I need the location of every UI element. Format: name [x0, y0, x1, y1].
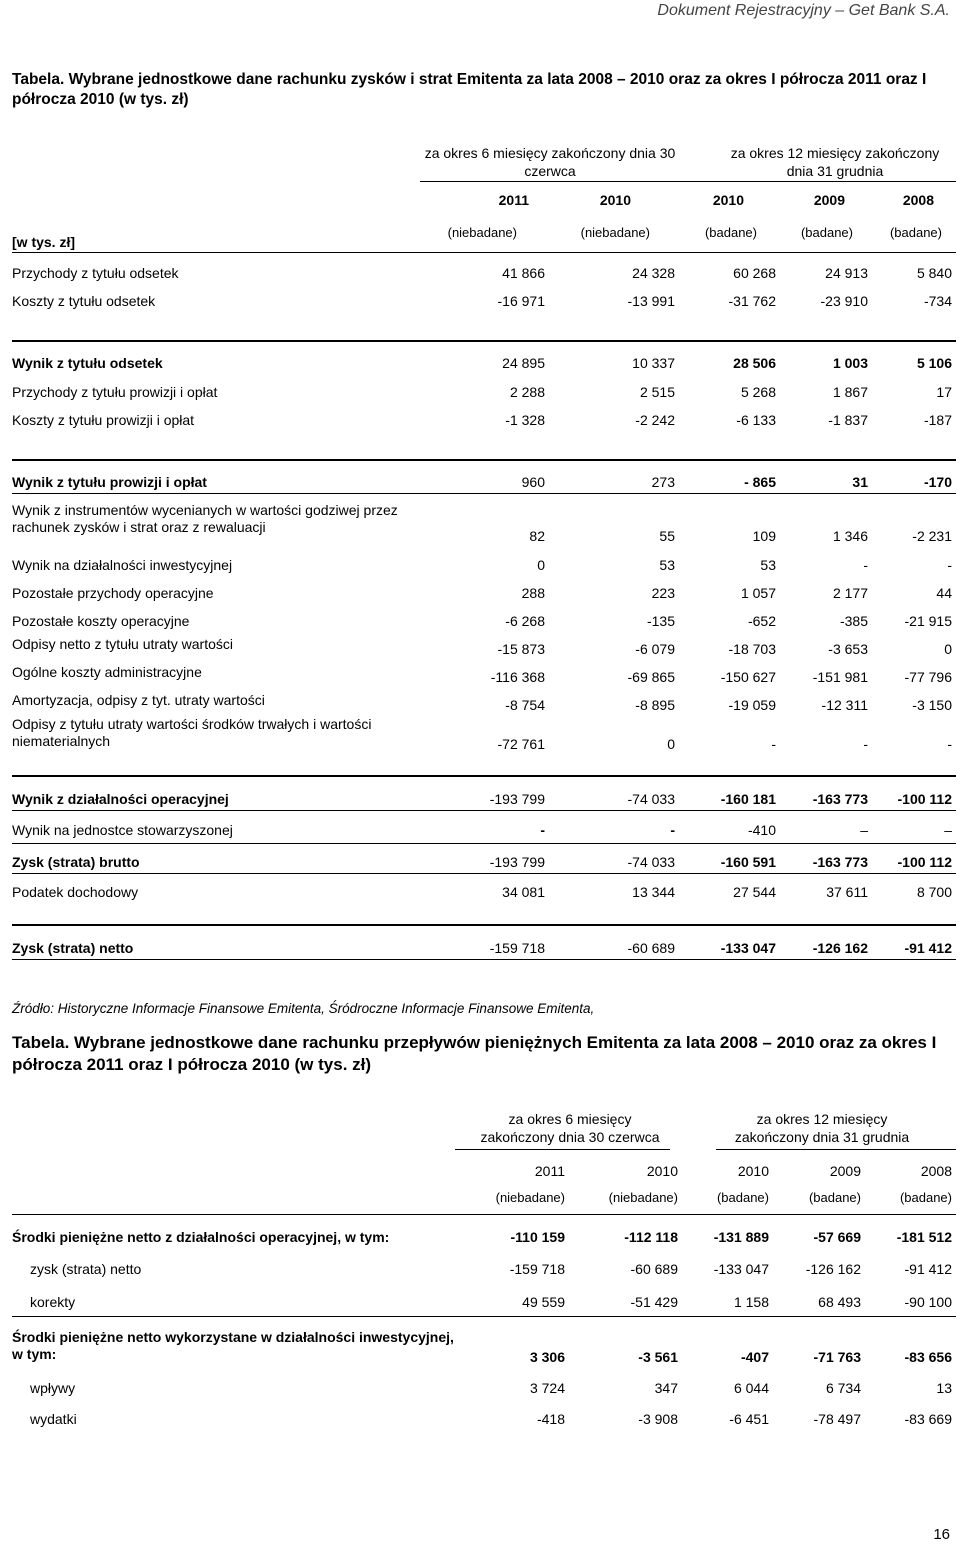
table1-row-label: Pozostałe przychody operacyjne — [12, 585, 214, 601]
table2-group-rule-half — [455, 1149, 670, 1150]
table1-row-label: Przychody z tytułu odsetek — [12, 265, 179, 281]
table1-group-rule — [420, 181, 956, 182]
table1-group-half: za okres 6 miesięcy zakończony dnia 30 czerwca — [424, 145, 676, 179]
page-number: 16 — [933, 1526, 950, 1543]
table1-cell: -652 — [747, 613, 776, 629]
table1-subtotal-rule — [12, 459, 956, 461]
table2-cell: -407 — [740, 1349, 769, 1365]
table1-cell: 0 — [537, 557, 545, 573]
table2-cell: -60 689 — [630, 1261, 678, 1277]
table2-cell: -110 159 — [510, 1229, 565, 1245]
table1-cell: -385 — [839, 613, 868, 629]
table2-sub-1: (niebadane) — [608, 1190, 678, 1205]
table1-cell: -3 150 — [912, 697, 952, 713]
table1-row-rule — [12, 493, 956, 494]
table2-cell: -6 451 — [729, 1411, 769, 1427]
table1-cell: - — [863, 557, 868, 573]
table1-cell: 5 106 — [916, 355, 952, 371]
table1-row-label: Odpisy z tytułu utraty wartości środków trwałych i wartości niematerialnych — [12, 716, 372, 749]
table1-sub-2: (badane) — [704, 225, 757, 240]
table1-cell: -91 412 — [904, 940, 952, 956]
table1-cell: -3 653 — [828, 641, 868, 657]
table1-cell: 10 337 — [632, 355, 675, 371]
table1-cell: 55 — [659, 528, 675, 544]
table1-cell: 31 — [852, 474, 868, 490]
table1-cell: -19 059 — [728, 697, 776, 713]
table2-cell: -181 512 — [896, 1229, 952, 1245]
table1-cell: 28 506 — [733, 355, 776, 371]
table1-cell: 1 057 — [740, 585, 776, 601]
table2-cell: 3 306 — [529, 1349, 565, 1365]
table1-cell: 53 — [659, 557, 675, 573]
table1-sub-4: (badane) — [889, 225, 942, 240]
table1-cell: 27 544 — [733, 884, 776, 900]
table2-group-year: za okres 12 miesięcy zakończony dnia 31 grudnia — [734, 1111, 910, 1145]
table1-sub-1: (niebadane) — [580, 225, 650, 240]
table1-cell: -410 — [747, 822, 776, 838]
table1-cell: -13 991 — [627, 293, 675, 309]
table1-cell: -6 079 — [635, 641, 675, 657]
table1-cell: -60 689 — [627, 940, 675, 956]
table1-cell: -100 112 — [897, 791, 952, 807]
table1-cell: -31 762 — [728, 293, 776, 309]
table1-cell: -151 981 — [812, 669, 868, 685]
table1-cell: -23 910 — [820, 293, 868, 309]
table2-cell: 49 559 — [522, 1294, 565, 1310]
table2-cell: -91 412 — [904, 1261, 952, 1277]
table1-row-label: Wynik z działalności operacyjnej — [12, 791, 229, 807]
table2-cell: -133 047 — [713, 1261, 769, 1277]
table1-cell: -69 865 — [627, 669, 675, 685]
table1-cell: -160 181 — [720, 791, 776, 807]
table2-cell: -90 100 — [904, 1294, 952, 1310]
table1-row-label: Wynik z instrumentów wycenianych w wartości godziwej przez rachunek zysków i strat oraz z rewaluacji — [12, 502, 398, 535]
table1-col-2009: 2009 — [813, 192, 845, 208]
table2-cell: -131 889 — [713, 1229, 769, 1245]
table2-cell: 6 734 — [825, 1380, 861, 1396]
table1-row-label: Wynik z tytułu odsetek — [12, 355, 163, 371]
table1-cell: -159 718 — [489, 940, 545, 956]
table1-cell: 8 700 — [916, 884, 952, 900]
table2-sub-2: (badane) — [716, 1190, 769, 1205]
table2-group-rule-year — [716, 1149, 956, 1150]
table2-group-half: za okres 6 miesięcy zakończony dnia 30 czerwca — [480, 1111, 660, 1145]
table2-cell: -71 763 — [813, 1349, 861, 1365]
table1-cell: -74 033 — [627, 791, 675, 807]
table2-cell: 1 158 — [733, 1294, 769, 1310]
table2-row-label: zysk (strata) netto — [30, 1261, 142, 1277]
table1-cell: - 865 — [744, 474, 776, 490]
table1-row-rule — [12, 843, 956, 844]
table1-cell: -15 873 — [497, 641, 545, 657]
table1-col-2010: 2010 — [712, 192, 744, 208]
table1-cell: -1 837 — [828, 412, 868, 428]
table1-cell: 960 — [521, 474, 545, 490]
table2-cell: 6 044 — [733, 1380, 769, 1396]
table1-cell: -12 311 — [821, 697, 868, 713]
table1-col-2008: 2008 — [902, 192, 934, 208]
table1-row-label: Podatek dochodowy — [12, 884, 139, 900]
table1-cell: -150 627 — [720, 669, 776, 685]
table1-cell: 273 — [651, 474, 675, 490]
table2-row-label: wpływy — [30, 1380, 76, 1396]
table1-cell: - — [540, 822, 545, 838]
table1-cell: -77 796 — [904, 669, 952, 685]
table2-cell: -51 429 — [630, 1294, 678, 1310]
table1-cell: -8 754 — [505, 697, 545, 713]
table1-cell: -2 242 — [635, 412, 675, 428]
table1-col-2010h: 2010 — [599, 192, 631, 208]
table1-cell: - — [670, 822, 675, 838]
table1-cell: -163 773 — [812, 791, 868, 807]
table1-cell: -187 — [923, 412, 952, 428]
table1-cell: -74 033 — [627, 854, 675, 870]
table1-cell: 60 268 — [733, 265, 776, 281]
table1-row-label: Ogólne koszty administracyjne — [12, 664, 202, 680]
table2-col-2011: 2011 — [534, 1163, 565, 1179]
table1-cell: -160 591 — [720, 854, 776, 870]
table2-cell: -418 — [536, 1411, 565, 1427]
table1-cell: 37 611 — [826, 884, 868, 900]
table1-cell: 24 328 — [632, 265, 675, 281]
table1-row-label: Wynik na działalności inwestycyjnej — [12, 557, 233, 573]
table1-cell: 2 177 — [832, 585, 868, 601]
table2-row-label: Środki pieniężne netto wykorzystane w działalności inwestycyjnej, w tym: — [12, 1329, 454, 1362]
table2-row-label: Środki pieniężne netto z działalności operacyjnej, w tym: — [12, 1229, 390, 1245]
table1-row-label: Zysk (strata) netto — [12, 940, 134, 956]
table1-cell: 1 003 — [832, 355, 868, 371]
table1-cell: – — [944, 822, 952, 838]
table2-cell: -78 497 — [813, 1411, 861, 1427]
table2-col-2009: 2009 — [829, 1163, 861, 1179]
table1-unit-label: [w tys. zł] — [12, 234, 76, 250]
table2-cell: -159 718 — [509, 1261, 565, 1277]
table1-cell: -18 703 — [728, 641, 776, 657]
table1-subtotal-rule — [12, 924, 956, 926]
table1-cell: 2 515 — [639, 384, 675, 400]
table1-cell: 44 — [936, 585, 952, 601]
table1-row-rule — [12, 810, 956, 811]
table1-cell: 53 — [760, 557, 776, 573]
table2-cell: -57 669 — [813, 1229, 861, 1245]
table2-cell: -112 118 — [624, 1229, 678, 1245]
table1-cell: 34 081 — [502, 884, 545, 900]
table1-cell: -135 — [646, 613, 675, 629]
table1-row-rule — [12, 873, 956, 874]
table1-subtotal-rule — [12, 775, 956, 777]
table2-cell: 68 493 — [818, 1294, 861, 1310]
table2-sub-0: (niebadane) — [495, 1190, 565, 1205]
table2-sub-4: (badane) — [899, 1190, 952, 1205]
table1-subtotal-rule — [12, 340, 956, 342]
table2-col-2008: 2008 — [920, 1163, 952, 1179]
table1-row-label: Odpisy netto z tytułu utraty wartości — [12, 636, 233, 652]
table2-sub-3: (badane) — [808, 1190, 861, 1205]
table1-group-year: za okres 12 miesięcy zakończony dnia 31 grudnia — [730, 145, 940, 179]
table1-row-label: Wynik z tytułu prowizji i opłat — [12, 474, 207, 490]
table2-cell: -83 656 — [904, 1349, 952, 1365]
table1-source-note: Źródło: Historyczne Informacje Finansowe Emitenta, Śródroczne Informacje Finansowe Emitenta, — [12, 1001, 595, 1016]
table1-cell: 17 — [936, 384, 952, 400]
table1-cell: -16 971 — [497, 293, 545, 309]
table1-cell: -72 761 — [497, 736, 545, 752]
table2-row-label: korekty — [30, 1294, 76, 1310]
table1-cell: 41 866 — [502, 265, 545, 281]
table1-cell: -193 799 — [489, 854, 545, 870]
table1-row-label: Koszty z tytułu odsetek — [12, 293, 156, 309]
table1-caption: Tabela. Wybrane jednostkowe dane rachunku zysków i strat Emitenta za lata 2008 – 2010 oraz za okres I półrocza 2011 oraz I półrocza 2010 (w tys. zł) — [12, 71, 927, 108]
table2-cell: -3 908 — [638, 1411, 678, 1427]
table2-row-label: wydatki — [30, 1411, 77, 1427]
table2-cell: 13 — [936, 1380, 952, 1396]
table1-cell: -2 231 — [912, 528, 952, 544]
table2-header-rule — [12, 1214, 956, 1215]
table1-cell: -163 773 — [812, 854, 868, 870]
table1-row-label: Wynik na jednostce stowarzyszonej — [12, 822, 233, 838]
table1-cell: -133 047 — [720, 940, 776, 956]
table2-cell: -3 561 — [638, 1349, 678, 1365]
table1-cell: -21 915 — [904, 613, 952, 629]
table1-row-label: Pozostałe koszty operacyjne — [12, 613, 190, 629]
table1-cell: 24 895 — [502, 355, 545, 371]
table1-cell: 109 — [752, 528, 776, 544]
table1-cell: - — [947, 557, 952, 573]
table1-cell: -100 112 — [897, 854, 952, 870]
table1-cell: -734 — [923, 293, 952, 309]
table1-cell: -126 162 — [812, 940, 868, 956]
table1-cell: 0 — [667, 736, 675, 752]
table1-cell: 5 840 — [916, 265, 952, 281]
table1-cell: - — [947, 736, 952, 752]
table1-cell: 5 268 — [740, 384, 776, 400]
table1-cell: -193 799 — [489, 791, 545, 807]
table1-cell: -170 — [923, 474, 952, 490]
table1-row-label: Amortyzacja, odpisy z tyt. utraty wartości — [12, 692, 265, 708]
table2-col-2010h: 2010 — [646, 1163, 678, 1179]
table1-cell: 1 867 — [832, 384, 868, 400]
table1-cell: -116 368 — [490, 669, 545, 685]
table1-cell: 2 288 — [509, 384, 545, 400]
table1-cell: 0 — [944, 641, 952, 657]
table1-cell: 223 — [651, 585, 675, 601]
table1-row-label: Koszty z tytułu prowizji i opłat — [12, 412, 195, 428]
table1-cell: 24 913 — [825, 265, 868, 281]
table1-sub-0: (niebadane) — [447, 225, 517, 240]
table1-cell: -8 895 — [635, 697, 675, 713]
table1-row-label: Zysk (strata) brutto — [12, 854, 140, 870]
table1-cell: 82 — [529, 528, 545, 544]
table1-col-2011: 2011 — [498, 192, 529, 208]
table2-col-2010: 2010 — [737, 1163, 769, 1179]
document-header-title: Dokument Rejestracyjny – Get Bank S.A. — [657, 2, 950, 19]
table2-caption: Tabela. Wybrane jednostkowe dane rachunku przepływów pieniężnych Emitenta za lata 2008 – 2010 oraz za okres I półrocza 2011 oraz I półrocza 2010 (w tys. zł) — [12, 1033, 937, 1074]
table1-row-label: Przychody z tytułu prowizji i opłat — [12, 384, 218, 400]
table1-header-rule — [12, 252, 956, 253]
table1-sub-3: (badane) — [800, 225, 853, 240]
table2-row-rule — [12, 1316, 956, 1317]
table2-cell: -83 669 — [904, 1411, 952, 1427]
table1-cell: -1 328 — [505, 412, 545, 428]
table1-cell: 288 — [521, 585, 545, 601]
table1-cell: -6 133 — [736, 412, 776, 428]
table1-cell: 13 344 — [632, 884, 675, 900]
table1-cell: - — [863, 736, 868, 752]
table1-cell: – — [860, 822, 868, 838]
table2-cell: 347 — [654, 1380, 678, 1396]
table1-cell: - — [771, 736, 776, 752]
table2-cell: 3 724 — [529, 1380, 565, 1396]
table2-cell: -126 162 — [805, 1261, 861, 1277]
table1-cell: 1 346 — [832, 528, 868, 544]
table1-row-rule — [12, 959, 956, 960]
table1-cell: -6 268 — [505, 613, 545, 629]
